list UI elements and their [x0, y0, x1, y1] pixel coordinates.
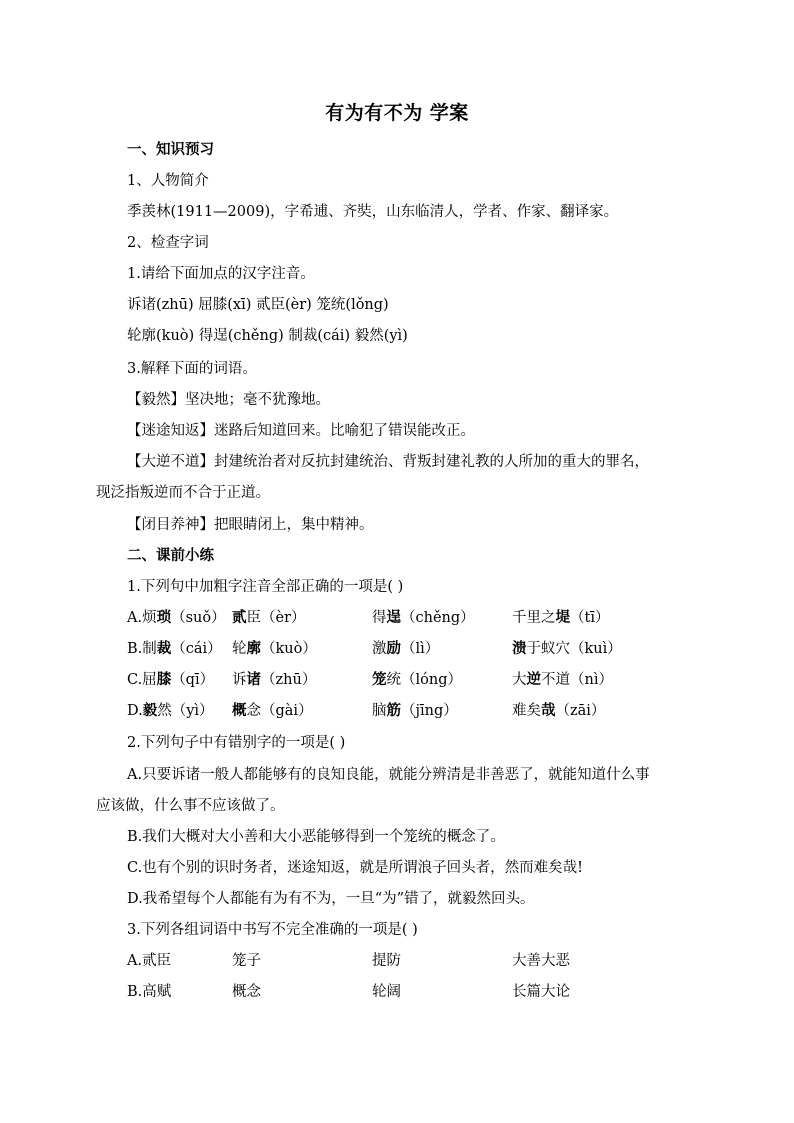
q3-option-a-word-4: 大善大恶: [512, 953, 570, 969]
practice-question-2: 2.下列句子中有错别字的一项是( ): [127, 735, 346, 751]
pinyin-line-1: 诉诸(zhū) 屈膝(xī) 贰臣(èr) 笼统(lǒng): [127, 297, 389, 313]
q1-option-a: [127, 608, 747, 628]
definition-1: 【毅然】坚决地；毫不犹豫地。: [127, 392, 330, 408]
q2-option-c: C.也有个别的识时务者，迷途知返，就是所谓浪子回头者，然而难矣哉!: [127, 860, 584, 876]
definition-4: 【闭目养神】把眼睛闭上，集中精神。: [127, 517, 374, 533]
q1-option-b-cell-3: 激励（lì）: [372, 641, 440, 657]
q3-option-a: [127, 951, 747, 971]
q3-option-a-word-3: 提防: [372, 953, 401, 969]
q2-option-d: D.我希望每个人都能有为有不为，一旦“为”错了，就毅然回头。: [127, 891, 535, 907]
page-title: 有为有不为 学案: [325, 102, 469, 124]
q1-option-d: [127, 701, 747, 721]
practice-question-3: 3.下列各组词语中书写不完全准确的一项是( ): [127, 922, 418, 938]
q3-option-b-word-3: 轮阔: [372, 984, 401, 1000]
q1-option-d-cell-4: 难矣哉（zāi）: [512, 703, 606, 719]
q3-option-a-word-1: A.贰臣: [127, 953, 172, 969]
q1-option-d-cell-2: 概念（gài）: [232, 703, 313, 719]
subheading-bio: 1、人物简介: [127, 173, 209, 189]
q3-option-b-word-1: B.高赋: [127, 984, 172, 1000]
pinyin-line-2: 轮廓(kuò) 得逞(chěng) 制裁(cái) 毅然(yì): [127, 328, 408, 344]
bio-text: 季羡林(1911—2009)，字希逋、齐奘，山东临清人，学者、作家、翻译家。: [127, 204, 619, 220]
q1-option-b-cell-2: 轮廓（kuò）: [232, 641, 317, 657]
question-explain: 3.解释下面的词语。: [127, 361, 257, 377]
q1-option-a-cell-4: 千里之堤（tī）: [512, 610, 610, 626]
q1-option-b: [127, 639, 747, 659]
practice-question-1: 1.下列句中加粗字注音全部正确的一项是( ): [127, 579, 404, 595]
q3-option-b-word-2: 概念: [232, 984, 261, 1000]
q1-option-d-cell-3: 脑筋（jīng）: [372, 703, 458, 719]
question-pinyin: 1.请给下面加点的汉字注音。: [127, 266, 315, 282]
q2-option-a-line-1: A.只要诉诸一般人都能够有的良知良能，就能分辨清是非善恶了，就能知道什么事: [127, 767, 650, 783]
q3-option-b: [127, 982, 747, 1002]
q1-option-d-cell-1: D.毅然（yì）: [127, 703, 214, 719]
q1-option-b-cell-4: 溃于蚁穴（kuì）: [512, 641, 622, 657]
q2-option-a-line-2: 应该做，什么事不应该做了。: [96, 798, 285, 814]
definition-3-line-2: 现泛指叛逆而不合于正道。: [96, 485, 270, 501]
q1-option-c-cell-1: C.屈膝（qī）: [127, 672, 215, 688]
q1-option-a-cell-2: 贰臣（èr）: [232, 610, 306, 626]
q1-option-c-cell-3: 笼统（lóng）: [372, 672, 462, 688]
subheading-words: 2、检查字词: [127, 235, 209, 251]
q1-option-c-cell-2: 诉诸（zhū）: [232, 672, 317, 688]
q1-option-a-cell-1: A.烦琐（suǒ）: [127, 610, 226, 626]
q1-option-b-cell-1: B.制裁（cái）: [127, 641, 222, 657]
q3-option-a-word-2: 笼子: [232, 953, 261, 969]
definition-2: 【迷途知返】迷路后知道回来。比喻犯了错误能改正。: [127, 423, 475, 439]
q2-option-b: B.我们大概对大小善和大小恶能够得到一个笼统的概念了。: [127, 829, 505, 845]
q3-option-b-word-4: 长篇大论: [512, 984, 570, 1000]
section-heading-preview: 一、知识预习: [127, 142, 214, 158]
q1-option-c-cell-4: 大逆不道（nì）: [512, 672, 613, 688]
section-heading-practice: 二、课前小练: [127, 548, 214, 564]
definition-3-line-1: 【大逆不道】封建统治者对反抗封建统治、背叛封建礼教的人所加的重大的罪名，: [127, 454, 649, 470]
q1-option-c: [127, 670, 747, 690]
q1-option-a-cell-3: 得逞（chěng）: [372, 610, 475, 626]
